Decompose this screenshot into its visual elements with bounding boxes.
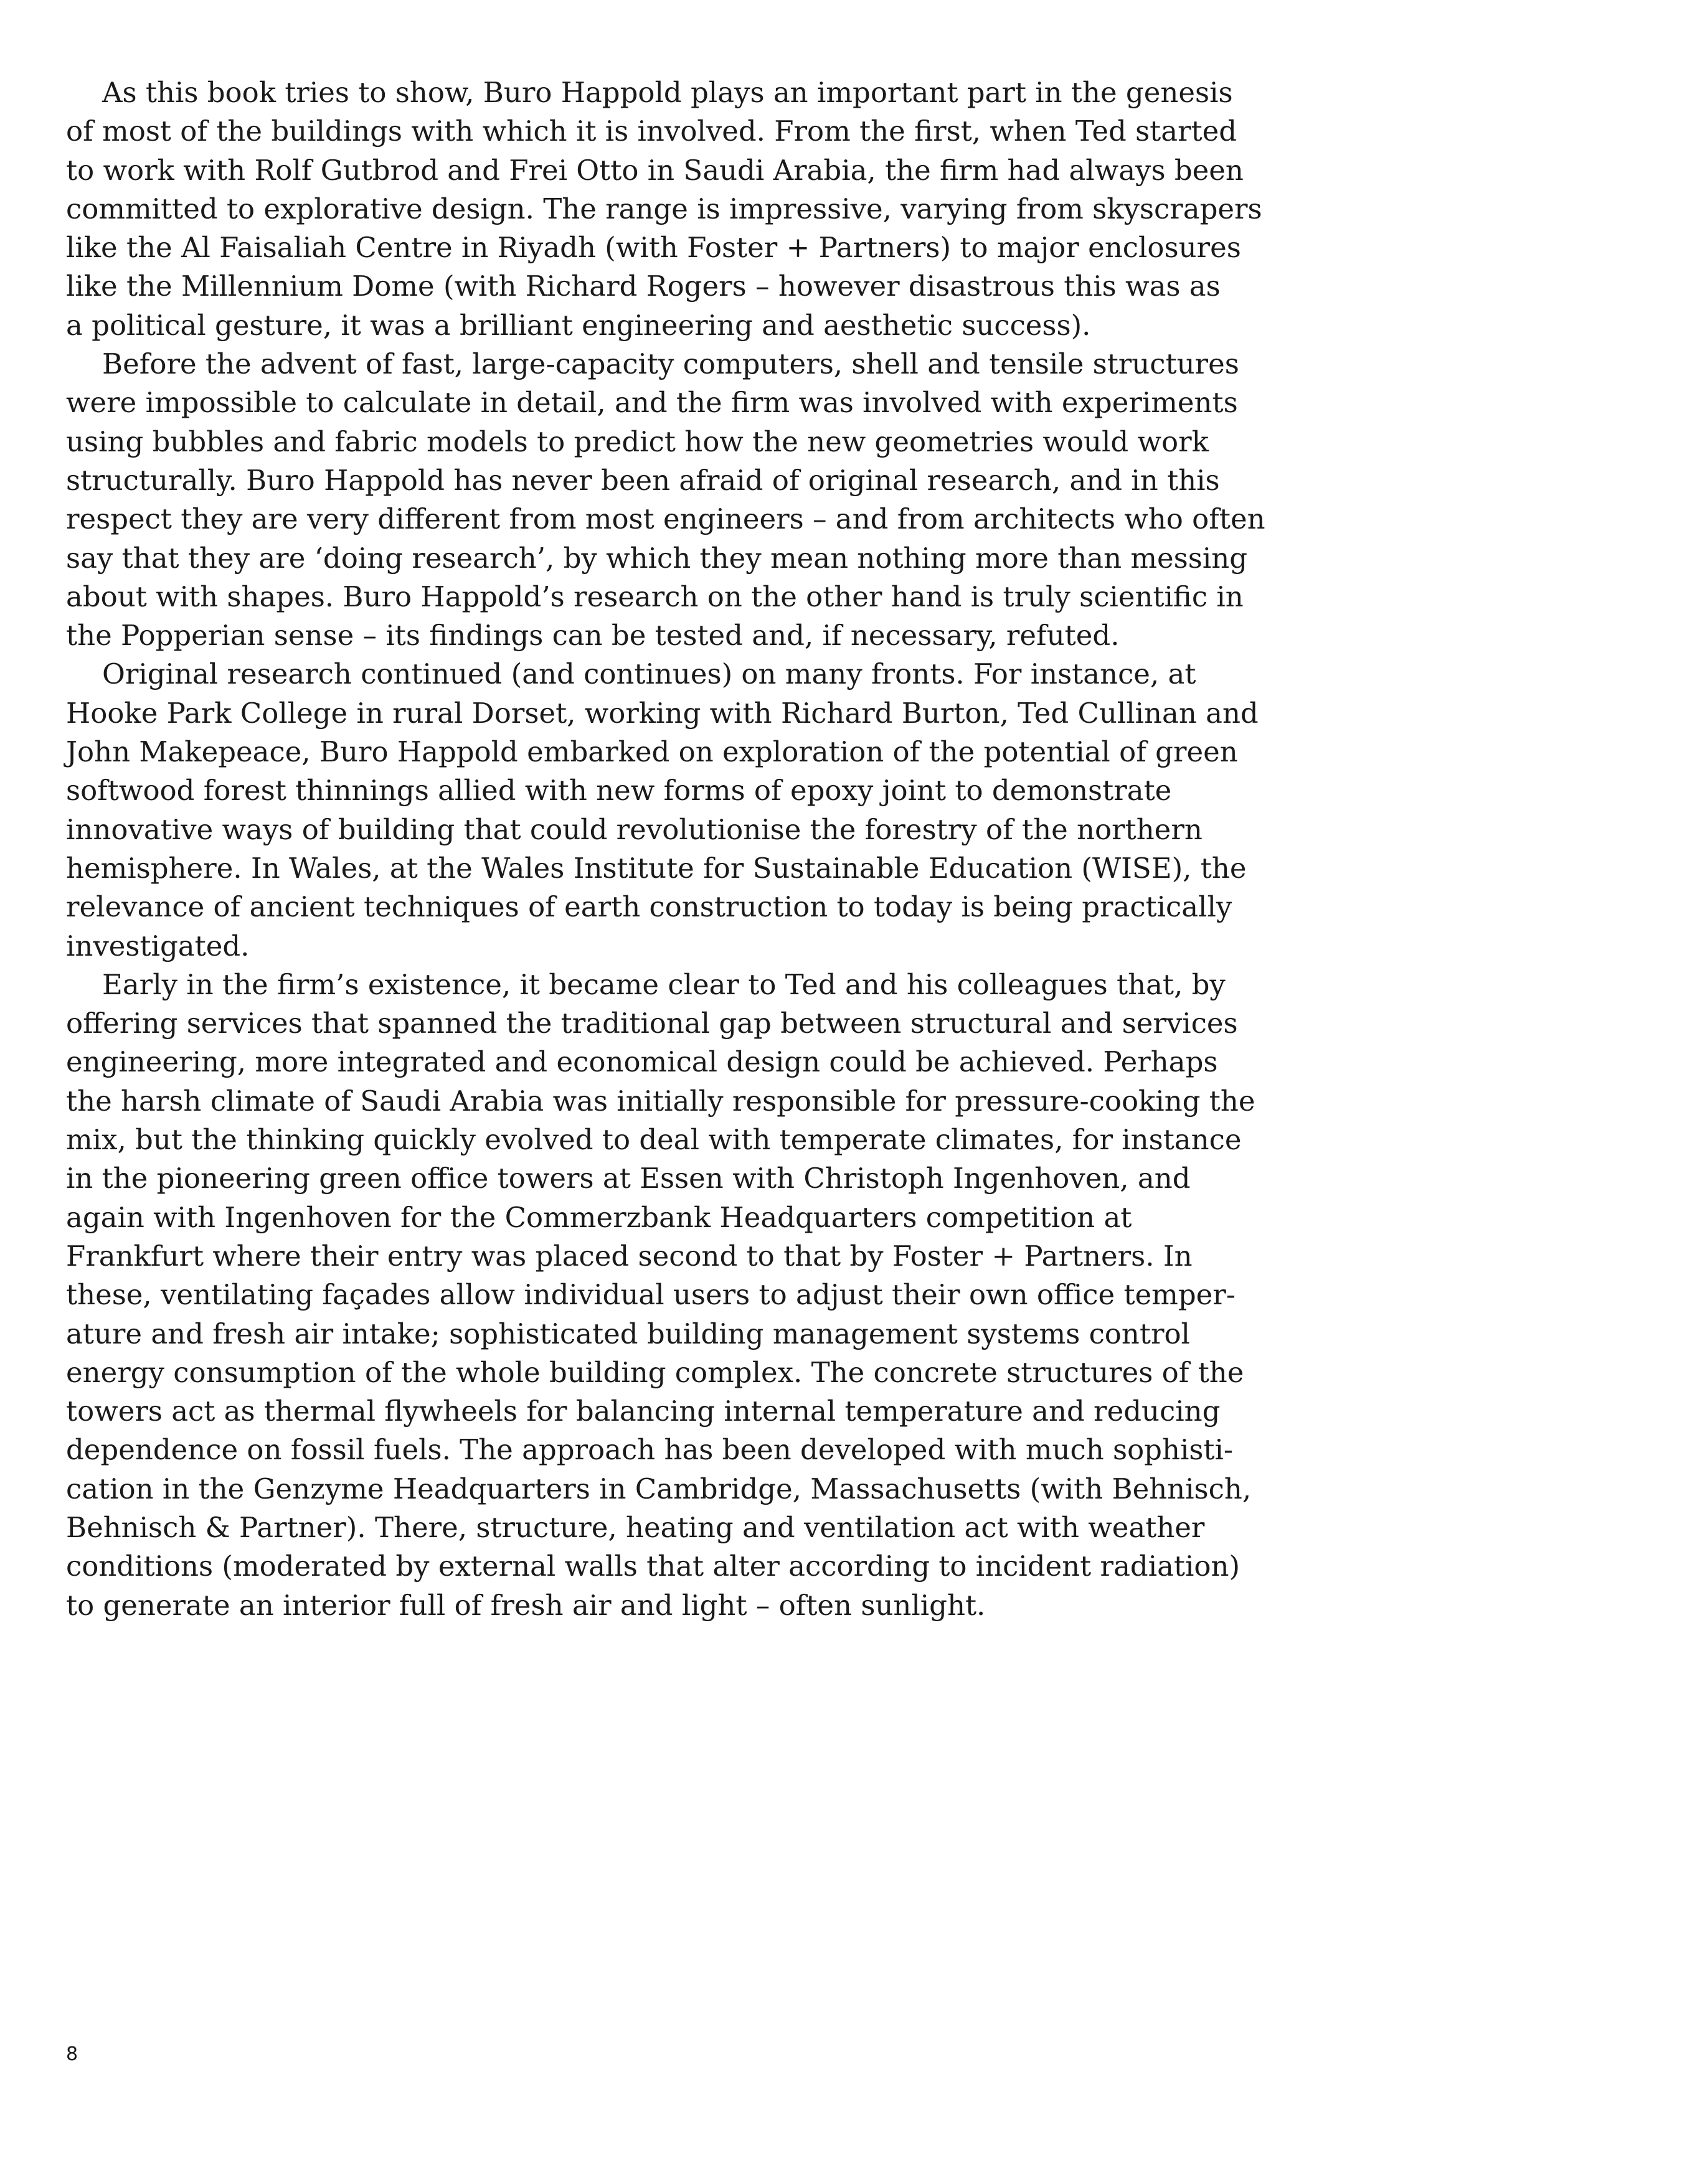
text-line: mix, but the thinking quickly evolved to deal with temperate climates, for instance — [66, 1123, 1242, 1157]
text-line: offering services that spanned the traditional gap between structural and services — [66, 1007, 1238, 1040]
text-line: hemisphere. In Wales, at the Wales Institute for Sustainable Education (WISE), the — [66, 851, 1247, 885]
text-line: using bubbles and fabric models to predict how the new geometries would work — [66, 425, 1209, 458]
text-line: say that they are ‘doing research’, by which they mean nothing more than messing — [66, 541, 1248, 575]
text-line: Hooke Park College in rural Dorset, working with Richard Burton, Ted Cullinan and — [66, 696, 1259, 730]
text-line: Original research continued (and continues) on many fronts. For instance, at — [102, 657, 1196, 691]
text-line: the Popperian sense – its findings can be tested and, if necessary, refuted. — [66, 619, 1120, 652]
text-line: ature and fresh air intake; sophisticated building management systems control — [66, 1317, 1190, 1350]
text-line: of most of the buildings with which it is involved. From the first, when Ted started — [66, 115, 1237, 148]
text-line: the harsh climate of Saudi Arabia was initially responsible for pressure-cooking the — [66, 1084, 1255, 1118]
text-line: Frankfurt where their entry was placed second to that by Foster + Partners. In — [66, 1239, 1193, 1273]
text-line: cation in the Genzyme Headquarters in Cambridge, Massachusetts (with Behnisch, — [66, 1472, 1252, 1505]
text-line: respect they are very different from most engineers – and from architects who often — [66, 502, 1265, 536]
text-line: engineering, more integrated and economical design could be achieved. Perhaps — [66, 1045, 1218, 1079]
text-line: again with Ingenhoven for the Commerzbank Headquarters competition at — [66, 1200, 1132, 1234]
page-number: 8 — [66, 2043, 78, 2065]
text-line: like the Al Faisaliah Centre in Riyadh (with Foster + Partners) to major enclosures — [66, 231, 1241, 265]
text-line: dependence on fossil fuels. The approach has been developed with much sophisti- — [66, 1433, 1234, 1467]
text-line: committed to explorative design. The range is impressive, varying from skyscrapers — [66, 192, 1262, 225]
text-line: in the pioneering green office towers at Essen with Christoph Ingenhoven, and — [66, 1162, 1191, 1195]
text-line: were impossible to calculate in detail, and the firm was involved with experiments — [66, 386, 1238, 420]
text-line: innovative ways of building that could revolutionise the forestry of the northern — [66, 812, 1203, 846]
body-text — [66, 73, 1265, 1625]
text-line: structurally. Buro Happold has never been afraid of original research, and in this — [66, 463, 1220, 497]
text-line: to work with Rolf Gutbrod and Frei Otto in Saudi Arabia, the firm had always been — [66, 153, 1244, 187]
text-line: about with shapes. Buro Happold’s research on the other hand is truly scientific in — [66, 580, 1244, 613]
text-line: these, ventilating façades allow individual users to adjust their own office temper- — [66, 1278, 1236, 1312]
text-line: a political gesture, it was a brilliant engineering and aesthetic success). — [66, 308, 1091, 342]
text-line: Behnisch & Partner). There, structure, heating and ventilation act with weather — [66, 1510, 1205, 1544]
text-line: investigated. — [66, 929, 250, 963]
text-line: to generate an interior full of fresh air and light – often sunlight. — [66, 1588, 986, 1622]
paragraph-2 — [66, 345, 1265, 655]
text-line: conditions (moderated by external walls that alter according to incident radiation) — [66, 1550, 1241, 1583]
text-line: relevance of ancient techniques of earth construction to today is being practically — [66, 890, 1232, 924]
text-line: As this book tries to show, Buro Happold plays an important part in the genesis — [102, 76, 1233, 109]
paragraph-4 — [66, 966, 1255, 1625]
text-line: towers act as thermal flywheels for balancing internal temperature and reducing — [66, 1395, 1221, 1428]
text-line: John Makepeace, Buro Happold embarked on exploration of the potential of green — [66, 735, 1238, 769]
text-line: like the Millennium Dome (with Richard Rogers – however disastrous this was as — [66, 270, 1221, 303]
text-line: Early in the firm’s existence, it became clear to Ted and his colleagues that, by — [102, 967, 1226, 1001]
paragraph-3 — [66, 655, 1259, 965]
text-line: softwood forest thinnings allied with new forms of epoxy joint to demonstrate — [66, 774, 1172, 807]
text-line: Before the advent of fast, large-capacity computers, shell and tensile structures — [102, 347, 1239, 381]
text-line: energy consumption of the whole building complex. The concrete structures of the — [66, 1355, 1244, 1389]
paragraph-1 — [66, 73, 1262, 345]
